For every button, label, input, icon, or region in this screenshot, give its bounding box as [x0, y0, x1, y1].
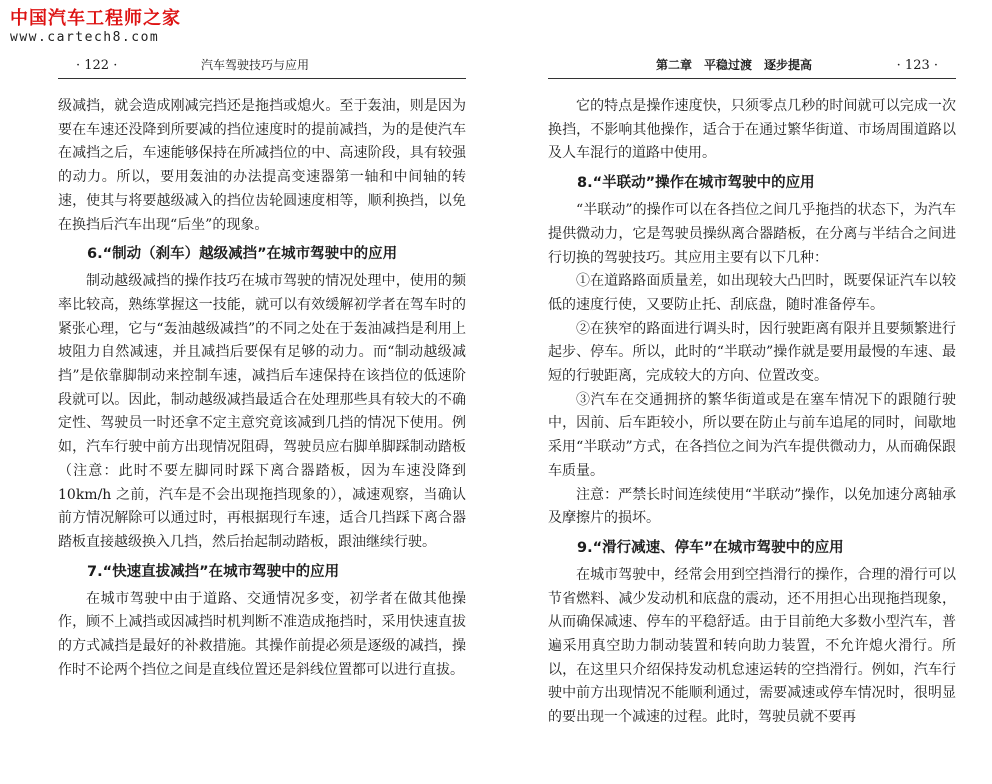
left-paragraph-2: 在城市驾驶中由于道路、交通情况多变，初学者在做其他操作，顾不上减挡或因减挡时机判断不准造成拖挡时，采用快速直拔的方式减挡是最好的补救措施。其操作前提必须是逐级的减挡，操作时不论两个挡位之间是直线位置还是斜线位置都可以进行直拔。	[58, 590, 466, 678]
right-page-body	[548, 95, 956, 730]
right-page-header	[548, 52, 956, 79]
heading-section-7: 7.“快速直拔减挡”在城市驾驶中的应用	[87, 563, 340, 580]
right-paragraph-1: “半联动”的操作可以在各挡位之间几乎拖挡的状态下，为汽车提供微动力，它是驾驶员操纵离合器踏板，在分离与半结合之间进行切换的驾驶技巧。其应用主要有以下几种：	[548, 202, 956, 266]
right-paragraph-6: 在城市驾驶中，经常会用到空挡滑行的操作，合理的滑行可以节省燃料、减少发动机和底盘的震动，还不用担心出现拖挡现象，从而确保减速、停车的平稳舒适。由于目前绝大多数小型汽车，普遍采用真空助力制动装置和转向助力装置，不允许熄火滑行。所以，在这里只介绍保持发动机怠速运转的空挡滑行。例如，汽车行驶中前方出现情况不能顺利通过，需要减速或停车情况时，很明显的要出现一个减速的过程。此时，驾驶员就不要再	[548, 566, 956, 726]
left-page	[58, 52, 466, 772]
right-paragraph-2: ①在道路路面质量差，如出现较大凸凹时，既要保证汽车以较低的速度行使，又要防止托、刮底盘，随时准备停车。	[548, 273, 956, 313]
left-page-body	[58, 95, 466, 682]
watermark-url: www.cartech8.com	[10, 30, 160, 45]
right-page-number: · 123 ·	[896, 58, 938, 73]
left-page-header	[58, 52, 466, 79]
heading-section-8: 8.“半联动”操作在城市驾驶中的应用	[577, 175, 815, 192]
left-page-number: · 122 ·	[76, 58, 118, 73]
right-chapter-title: 第二章 平稳过渡 逐步提高	[656, 58, 813, 72]
right-paragraph-0: 它的特点是操作速度快，只须零点几秒的时间就可以完成一次换挡，不影响其他操作，适合于在通过繁华街道、市场周围道路以及人车混行的道路中使用。	[548, 98, 956, 162]
left-paragraph-1: 制动越级减挡的操作技巧在城市驾驶的情况处理中，使用的频率比较高，熟练掌握这一技能，就可以有效缓解初学者在驾车时的紧张心理，它与“轰油越级减挡”的不同之处在于轰油减挡是利用上坡阻力自然减速，并且减挡后要保有足够的动力。而“制动越级减挡”是依靠脚制动来控制车速，减挡后车速保持在该挡位的低速阶段就可以。因此，制动越级减挡最适合在处理那些具有较大的不确定性、驾驶员一时还拿不定主意究竟该减到几挡的情况下使用。例如，汽车行驶中前方出现情况阻碍，驾驶员应右脚单脚踩制动踏板（注意：此时不要左脚同时踩下离合器踏板，因为车速没降到 10km/h 之前，汽车是不会出现拖挡现象的），减速观察，当确认前方情况解除可以通过时，再根据现行车速，适合几挡踩下离合器踏板直接越级换入几挡，然后抬起制动踏板，跟油继续行驶。	[58, 273, 466, 550]
right-paragraph-4: ③汽车在交通拥挤的繁华街道或是在塞车情况下的跟随行驶中，因前、后车距较小，所以要在防止与前车追尾的同时，间歇地采用“半联动”方式，在各挡位之间为汽车提供微动力，从而确保跟车质量。	[548, 391, 956, 479]
right-paragraph-3: ②在狭窄的路面进行调头时，因行驶距离有限并且要频繁进行起步、停车。所以，此时的“半联动”操作就是要用最慢的车速、最短的行驶距离，完成较大的方向、位置改变。	[548, 320, 956, 385]
left-paragraph-0: 级减挡，就会造成刚减完挡还是拖挡或熄火。至于轰油，则是因为要在车速还没降到所要减的挡位速度时的提前减挡，为的是使汽车在减挡之后，车速能够保持在所减挡位的中、高速阶段，具有较强的动力。所以，要用轰油的办法提高变速器第一轴和中间轴的转速，使其与将要越级减入的挡位齿轮圆速度相等，顺利换挡，以免在换挡后汽车出现“后坐”的现象。	[58, 98, 466, 233]
right-page	[548, 52, 956, 772]
left-running-title: 汽车驾驶技巧与应用	[201, 58, 310, 72]
heading-section-6: 6.“制动（刹车）越级减挡”在城市驾驶中的应用	[87, 246, 398, 263]
watermark-site-name: 中国汽车工程师之家	[10, 8, 181, 29]
heading-section-9: 9.“滑行减速、停车”在城市驾驶中的应用	[577, 539, 844, 556]
right-paragraph-5: 注意：严禁长时间连续使用“半联动”操作，以免加速分离轴承及摩擦片的损坏。	[548, 486, 956, 527]
